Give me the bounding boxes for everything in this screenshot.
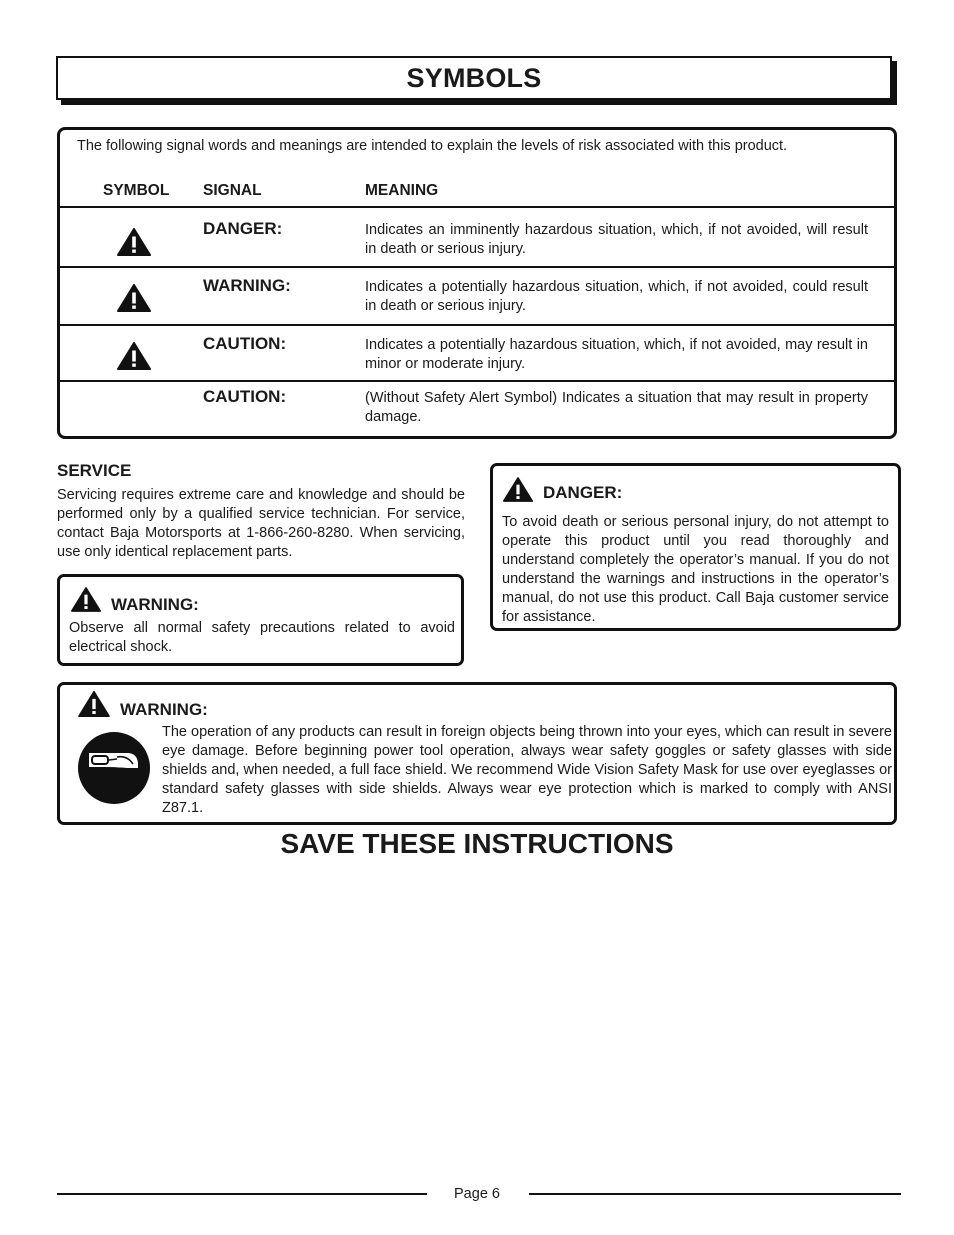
symbol-row-warning [60,266,894,324]
danger-manual-text: To avoid death or serious personal injury, do not attempt to operate this product until you read thoroughly and understand completely the operator’s manual. If you do not understand the warnings and instructions in the operator’s manual, do not use this product. Call Baja customer service for assistance. [502,514,889,625]
signal-warning: WARNING: [203,276,291,295]
danger-manual-heading [503,477,622,502]
service-text: Servicing requires extreme care and knowledge and should be performed only by a qualified service technician. For service, contact Baja Motorsports at 1-866-260-8280. When servicing, use only identical replacement parts. [57,487,465,560]
symbol-row-caution [60,324,894,380]
warning-shock-text: Observe all normal safety precautions related to avoid electrical shock. [69,620,455,655]
danger-manual-box [490,463,901,631]
warning-eyes-heading [78,691,208,717]
danger-manual-label: DANGER: [543,482,623,502]
page-number: Page 6 [454,1186,500,1202]
footer-rule-right [529,1193,901,1195]
warning-triangle-icon [503,477,533,502]
warning-shock-box [57,574,464,666]
header-signal: SIGNAL [203,182,262,199]
warning-shock-heading [71,587,199,612]
symbols-intro: The following signal words and meanings are intended to explain the levels of risk associated with this product. [77,138,788,154]
warning-triangle-icon [117,284,151,312]
meaning-danger: Indicates an imminently hazardous situation, which, if not avoided, will result in death or serious injury. [365,222,868,257]
page-title: SYMBOLS [406,62,542,93]
meaning-warning: Indicates a potentially hazardous situation, which, if not avoided, could result in death or serious injury. [365,279,868,314]
warning-triangle-icon [117,342,151,370]
header-meaning: MEANING [365,182,439,199]
warning-eyes-box [57,682,897,825]
save-instructions-heading: SAVE THESE INSTRUCTIONS [280,828,674,859]
signal-danger: DANGER: [203,219,283,238]
warning-triangle-icon [78,691,110,717]
service-heading: SERVICE [57,461,132,480]
symbol-row-caution-no-symbol [60,380,894,436]
warning-triangle-icon [117,228,151,256]
warning-eyes-text: The operation of any products can result in foreign objects being thrown into your eyes, which can result in severe eye damage. Before beginning power tool operation, always wear safety goggles or safety glasses with side shields and, when needed, a full face shield. We recommend Wide Vision Safety Mask for use over eyeglasses or standard safety glasses with side shields. Always wear eye protection which is marked to comply with ANSI Z87.1. [162,724,892,816]
signal-caution: CAUTION: [203,334,287,353]
warning-shock-label: WARNING: [111,594,199,614]
page-title-box [56,56,892,100]
footer-rule-left [57,1193,427,1195]
warning-triangle-icon [71,587,101,612]
header-symbol: SYMBOL [103,182,170,199]
symbols-table [57,127,897,439]
warning-eyes-label: WARNING: [120,700,208,719]
meaning-caution: Indicates a potentially hazardous situation, which, if not avoided, may result in minor or moderate injury. [365,337,868,372]
symbol-row-danger [60,206,894,268]
signal-caution-no-symbol: CAUTION: [203,387,287,406]
safety-goggles-icon [77,731,151,805]
meaning-caution-no-symbol: (Without Safety Alert Symbol) Indicates a situation that may result in property damage. [365,390,868,425]
